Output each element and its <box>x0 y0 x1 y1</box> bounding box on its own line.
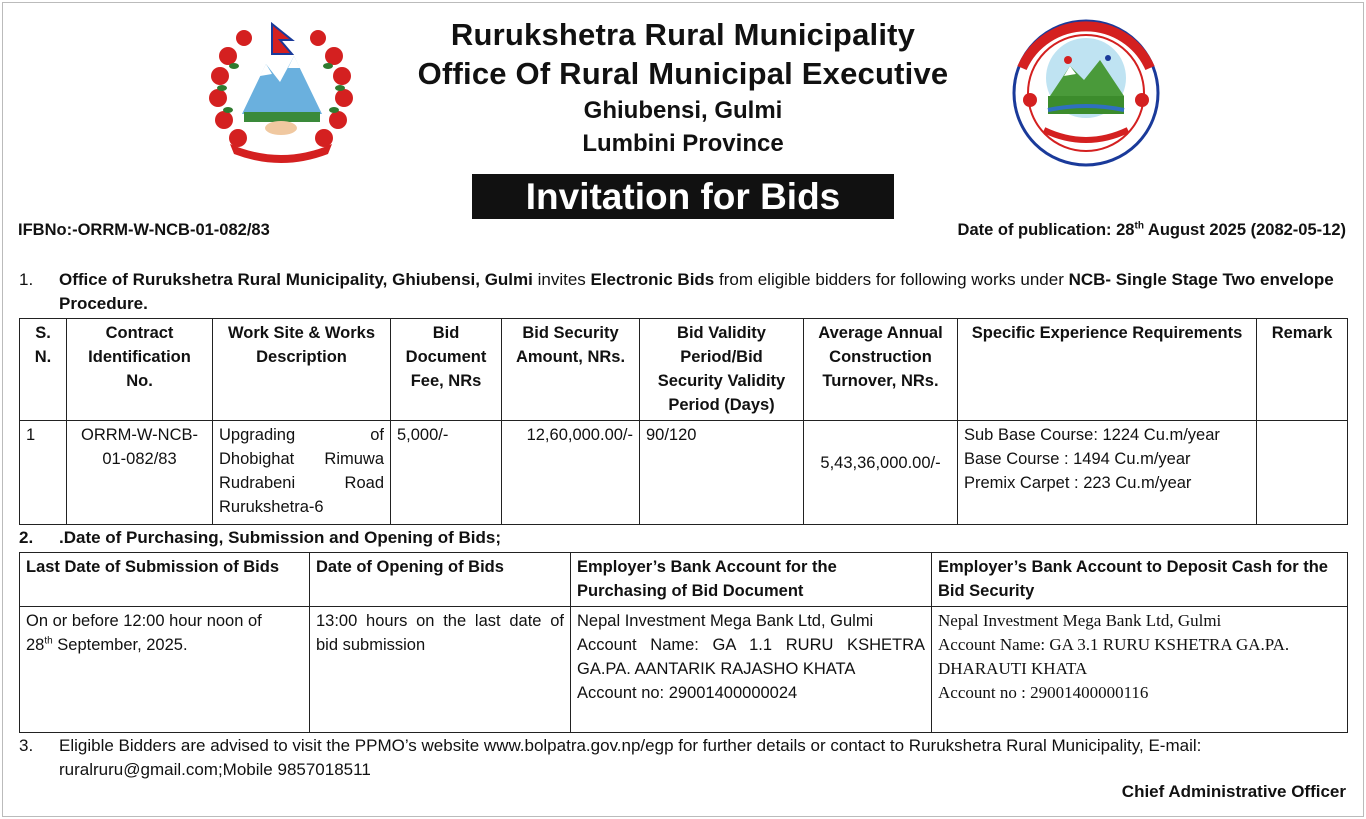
electronic-bids-text: Electronic Bids <box>590 270 715 289</box>
office-location: Ghiubensi, Gulmi <box>583 97 783 124</box>
bids-table <box>19 318 1348 525</box>
col-submission-header: Last Date of Submission of Bids <box>20 553 310 607</box>
bank-name: Nepal Investment Mega Bank Ltd, Gulmi <box>577 612 874 630</box>
account-number: Account no : 29001400000116 <box>938 683 1149 702</box>
col-opening-header: Date of Opening of Bids <box>310 553 571 607</box>
works-under-text: from eligible bidders for following works under <box>714 270 1069 289</box>
cell-fee: 5,000/- <box>391 421 502 525</box>
table-row <box>20 607 1348 733</box>
municipality-seal-logo <box>1004 18 1168 168</box>
cell-sn: 1 <box>20 421 67 525</box>
cell-purchase-account <box>571 607 932 733</box>
municipality-name: Rurukshetra Rural Municipality <box>450 17 916 52</box>
col-work-header: Work Site & Works Description <box>213 319 391 421</box>
office-name: Office Of Rural Municipal Executive <box>417 56 949 91</box>
col-purchase-account-header: Employer’s Bank Account for the Purchasing of Bid Document <box>571 553 932 607</box>
account-number: Account no: 29001400000024 <box>577 684 798 702</box>
paragraph-1-text <box>59 268 1351 316</box>
submission-day: 28 <box>26 636 45 654</box>
office-ref: Office of Rurukshetra Rural Municipality, Ghiubensi, Gulmi <box>59 270 533 289</box>
cell-work: Upgrading of Dhobighat Rimuwa Rudrabeni Road Rurukshetra-6 <box>213 421 391 525</box>
paragraph-2-text: .Date of Purchasing, Submission and Opening of Bids; <box>59 528 502 547</box>
col-fee-header: Bid Document Fee, NRs <box>391 319 502 421</box>
cell-security: 12,60,000.00/- <box>502 421 640 525</box>
account-name: Account Name: GA 3.1 RURU KSHETRA GA.PA. <box>938 635 1290 654</box>
col-sn-header: S. N. <box>20 319 67 421</box>
paragraph-1-number: 1. <box>19 270 34 289</box>
publication-date-day: Date of publication: 28 <box>957 221 1135 239</box>
cell-opening-date: 13:00 hours on the last date of bid submission <box>310 607 571 733</box>
col-security-account-header: Employer’s Bank Account to Deposit Cash for the Bid Security <box>932 553 1348 607</box>
signature: Chief Administrative Officer <box>1121 782 1346 801</box>
cell-experience <box>958 421 1257 525</box>
submission-month: September, 2025. <box>52 636 188 654</box>
experience-line: Sub Base Course: 1224 Cu.m/year <box>964 426 1220 444</box>
dates-table-header-row <box>20 553 1348 607</box>
bank-name: Nepal Investment Mega Bank Ltd, Gulmi <box>938 611 1222 630</box>
dates-table <box>19 552 1348 733</box>
paragraph-2-number: 2. <box>19 528 34 547</box>
submission-day-suffix: th <box>44 635 53 647</box>
ifb-number: IFBNo:-ORRM-W-NCB-01-082/83 <box>18 221 270 239</box>
cell-submission-date <box>20 607 310 733</box>
submission-line: On or before 12:00 hour noon of <box>26 612 262 630</box>
publication-date-rest: August 2025 (2082-05-12) <box>1143 221 1346 239</box>
nepal-emblem-logo <box>200 16 362 166</box>
publication-date <box>958 221 1346 240</box>
table-row <box>20 421 1348 525</box>
paragraph-1 <box>19 268 1349 316</box>
experience-line: Base Course : 1494 Cu.m/year <box>964 450 1191 468</box>
col-contract-header: Contract Identification No. <box>67 319 213 421</box>
experience-line: Premix Carpet : 223 Cu.m/year <box>964 474 1192 492</box>
publication-date-suffix: th <box>1134 220 1144 232</box>
province-name: Lumbini Province <box>582 130 784 157</box>
col-security-header: Bid Security Amount, NRs. <box>502 319 640 421</box>
cell-validity: 90/120 <box>640 421 804 525</box>
bids-table-header-row <box>20 319 1348 421</box>
cell-contract: ORRM-W-NCB-01-082/83 <box>67 421 213 525</box>
paragraph-2 <box>19 526 1349 550</box>
cell-security-account <box>932 607 1348 733</box>
col-experience-header: Specific Experience Requirements <box>958 319 1257 421</box>
cell-turnover: 5,43,36,000.00/- <box>804 421 958 525</box>
paragraph-3-text: Eligible Bidders are advised to visit the PPMO’s website www.bolpatra.gov.np/egp for further details or contact to Rurukshetra Rural Municipality, E-mail: ruralruru@gmail.com;Mobile 9857018511 <box>59 736 1202 779</box>
col-validity-header: Bid Validity Period/Bid Security Validity Period (Days) <box>640 319 804 421</box>
paragraph-3-number: 3. <box>19 736 34 755</box>
paragraph-3 <box>19 734 1349 782</box>
procedure-text: NCB- Single Stage Two envelope Procedure. <box>59 270 1334 313</box>
invitation-banner: Invitation for Bids <box>472 174 894 219</box>
invites-text: invites <box>532 270 591 289</box>
account-name: Account Name: GA 1.1 RURU KSHETRA GA.PA. AANTARIK RAJASHO KHATA <box>577 636 925 678</box>
col-remark-header: Remark <box>1257 319 1348 421</box>
col-turnover-header: Average Annual Construction Turnover, NRs. <box>804 319 958 421</box>
cell-remark <box>1257 421 1348 525</box>
account-name-cont: DHARAUTI KHATA <box>938 659 1088 678</box>
